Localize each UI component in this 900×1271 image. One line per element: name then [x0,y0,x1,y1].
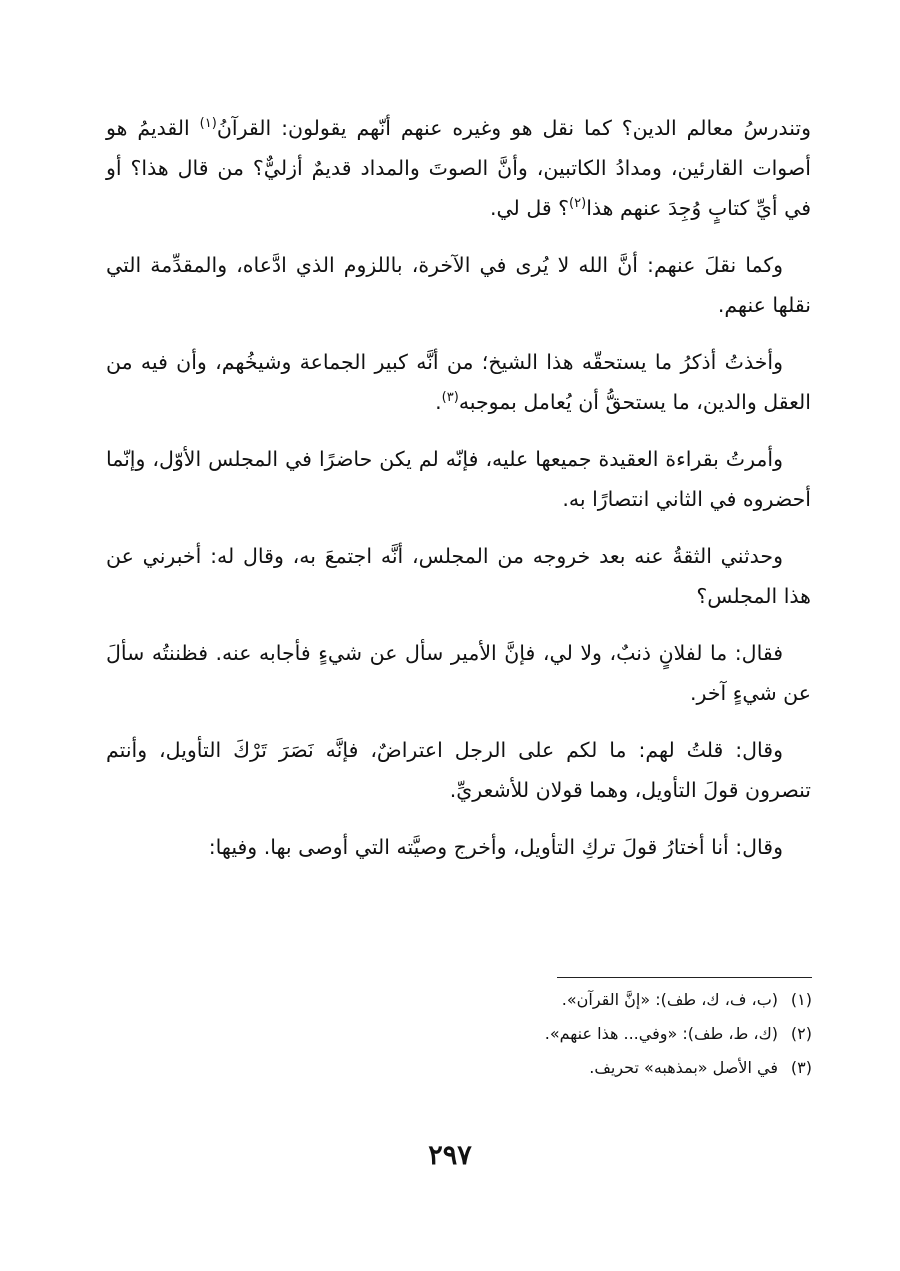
footnote-3 [300,1058,812,1078]
paragraph-3 [106,342,811,422]
paragraph-text: القديمُ هو أصوات القارئين، ومدادُ الكاتبين، وأنَّ الصوتَ والمداد قديمٌ أزليٌّ؟ من قال هذا؟ أو في أيِّ كتابٍ وُجِدَ عنهم هذا [106,116,811,220]
main-text [106,108,811,884]
paragraph-text: ؟ قل لي. [489,196,570,220]
paragraph-6 [106,633,811,713]
paragraph-text: وأمرتُ بقراءة العقيدة جميعها عليه، فإنّه لم يكن حاضرًا في المجلس الأوّل، وإنّما أحضروه في الثاني انتصارًا به. [106,447,811,511]
footnotes [300,990,812,1092]
footnote-text: في الأصل «بمذهبه» تحريف. [589,1058,778,1077]
footnote-separator [557,977,812,978]
paragraph-text: وقال: أنا أختارُ قولَ تركِ التأويل، وأخرج وصيَّته التي أوصى بها. وفيها: [208,835,783,859]
footnote-1 [300,990,812,1010]
footnote-ref-1[interactable]: (١) [199,116,217,132]
footnote-ref-3[interactable]: (٣) [441,390,459,406]
paragraph-2 [106,245,811,325]
paragraph-text: وقال: قلتُ لهم: ما لكم على الرجل اعتراضٌ، فإنَّه نَصَرَ تَرْكَ التأويل، وأنتم تنصرون قولَ التأويل، وهما قولان للأشعريِّ. [106,738,811,802]
footnote-text: (ك، ط، طف): «وفي... هذا عنهم». [544,1024,778,1043]
paragraph-text: وأخذتُ أذكرُ ما يستحقّه هذا الشيخ؛ من أنَّه كبير الجماعة وشيخُهم، وأن فيه من العقل والدين، ما يستحقُّ أن يُعامل بموجبه [106,350,811,414]
paragraph-text: وحدثني الثقةُ عنه بعد خروجه من المجلس، أنَّه اجتمعَ به، وقال له: أخبرني عن هذا المجلس؟ [106,544,811,608]
paragraph-5 [106,536,811,616]
footnote-ref-2[interactable]: (٢) [569,196,587,212]
paragraph-4 [106,439,811,519]
paragraph-8 [106,827,811,867]
paragraph-text: فقال: ما لفلانٍ ذنبٌ، ولا لي، فإنَّ الأمير سأل عن شيءٍ فأجابه عنه. فظننتُه سألَ عن شيءٍ آخر. [106,641,811,705]
footnote-number: (٢) [790,1024,812,1043]
footnote-2 [300,1024,812,1044]
paragraph-text: وتندرسُ معالم الدين؟ كما نقل هو وغيره عنهم أنّهم يقولون: القرآنُ [216,116,811,140]
footnote-text: (ب، ف، ك، طف): «إنَّ القرآن». [561,990,778,1009]
footnote-number: (١) [790,990,812,1009]
footnote-number: (٣) [790,1058,812,1077]
paragraph-text: وكما نقلَ عنهم: أنَّ الله لا يُرى في الآخرة، باللزوم الذي ادَّعاه، والمقدِّمة التي نقلها عنهم. [106,253,811,317]
paragraph-7 [106,730,811,810]
paragraph-1 [106,108,811,228]
page-number: ٢٩٧ [428,1140,472,1171]
paragraph-text: . [435,390,442,414]
